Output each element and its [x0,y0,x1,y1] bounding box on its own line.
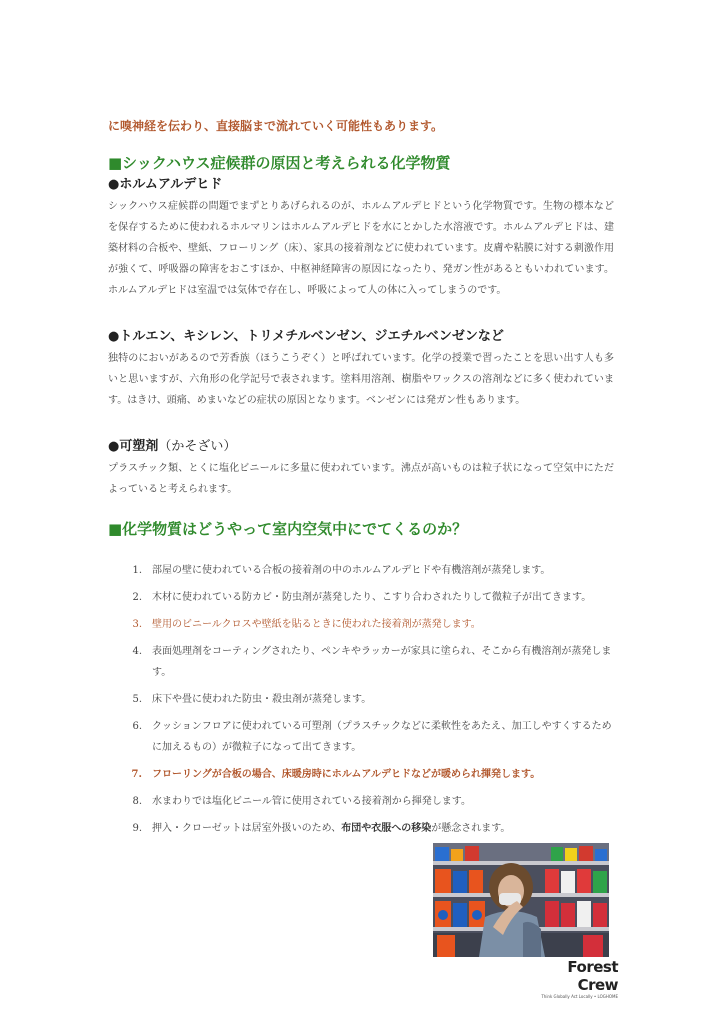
section-heading-causes: ■シックハウス症候群の原因と考えられる化学物質 [108,154,451,172]
paragraph-formaldehyde: シックハウス症候群の問題でまずとりあげられるのが、ホルムアルデヒドという化学物質です。生物の標本などを保存するために使われるホルマリンはホルムアルデヒドを水にとかした水溶液です。ホルムアルデヒドは、建築材料の合板や、壁紙、フローリング（床）、家具の接着剤などに使われています。皮膚や粘膜に対する刺激作用が強くて、呼吸器の障害をおこすほか、中枢神経障害の原因になったり、発ガン性があるともいわれています。ホルムアルデヒドは室温では気体で存在し、呼吸によって人の体に入ってしまうのです。 [108,201,614,296]
sources-list [124,560,618,845]
forest-crew-logo [538,958,618,1000]
lead-sentence: に嗅神経を伝わり、直接脳まで流れていく可能性もあります。 [108,119,444,133]
list-item: 2. 木材に使われている防カビ・防虫剤が蒸発したり、こすり合わされたりして微粒子が出てきます。 [132,592,592,603]
paragraph-aromatics: 独特のにおいがあるので芳香族（ほうこうぞく）と呼ばれています。化学の授業で習ったことを思い出す人も多いと思いますが、六角形の化学記号で表されます。塗料用溶剤、樹脂やワックスの溶剤などに多く使われています。はきけ、頭痛、めまいなどの症状の原因となります。ベンゼンには発ガン性もあります。 [108,353,614,406]
list-item: 9. 押入・クローゼットは居室外扱いのため、布団や衣服への移染が懸念されます。 [132,823,511,834]
logo-name: Forest Crew [567,958,618,994]
subheading-plasticizer [108,437,628,457]
woman-covering-mouth-in-detergent-aisle-image [433,843,609,957]
store-aisle-photo [433,843,609,957]
section-heading-sources: ■化学物質はどうやって室内空気中にでてくるのか？ [108,520,468,538]
list-item: 3. 壁用のビニールクロスや壁紙を貼るときに使われた接着剤が蒸発します。 [132,619,481,630]
list-item: 7. フローリングが合板の場合、床暖房時にホルムアルデヒドなどが暖められ揮発します。 [131,769,541,780]
subheading-formaldehyde: ●ホルムアルデヒド [108,177,223,192]
list-item: 8. 水まわりでは塩化ビニール管に使用されている接着剤から揮発します。 [132,796,471,807]
list-item: 4. 表面処理剤をコーティングされたり、ペンキやラッカーが家具に塗られ、そこから有機溶剤が蒸発します。 [132,646,612,678]
plasticizer-reading: （かそざい） [158,439,237,454]
subheading-aromatics: ●トルエン、キシレン、トリメチルベンゼン、ジエチルベンゼンなど [108,329,504,344]
paragraph-plasticizer: プラスチック類、とくに塩化ビニールに多量に使われています。沸点が高いものは粒子状になって空気中にただよっていると考えられます。 [108,463,614,495]
logo-tagline: Think Globally Act Locally • LOGHOME [541,994,618,999]
list-item: 1. 部屋の壁に使われている合板の接着剤の中のホルムアルデヒドや有機溶剤が蒸発します。 [132,565,551,576]
list-item: 5. 床下や畳に使われた防虫・殺虫剤が蒸発します。 [132,694,372,705]
list-item: 6. クッションフロアに使われている可塑剤（プラスチックなどに柔軟性をあたえ、加工しやすくするために加えるもの）が微粒子になって出てきます。 [132,721,612,753]
plasticizer-title: ●可塑剤 [108,439,159,454]
